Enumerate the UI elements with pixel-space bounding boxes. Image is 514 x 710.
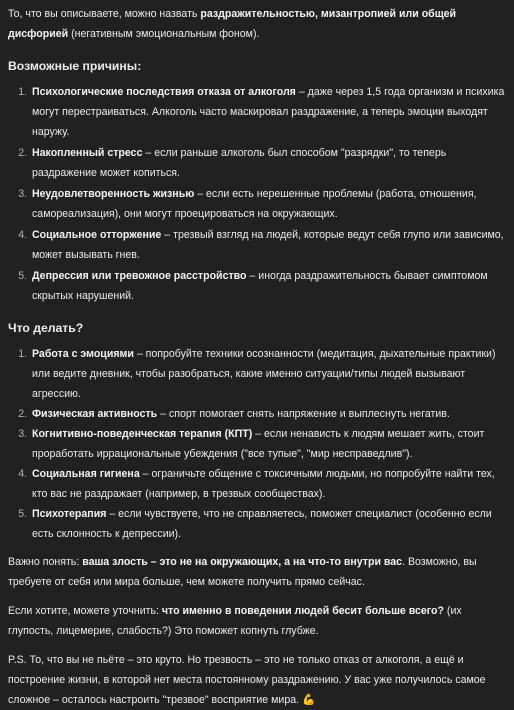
causes-list: [8, 82, 506, 306]
list-item: 3. Неудовлетворенность жизнью – если есть нерешенные проблемы (работа, отношения, самореализация), они могут проецироваться на окружающих.: [30, 184, 506, 224]
list-item: 2. Физическая активность – спорт помогает снять напряжение и выплеснуть негатив.: [30, 404, 506, 424]
actions-list: [8, 344, 506, 544]
list-item: 4. Социальное отторжение – трезвый взгляд на людей, которые ведут себя глупо или зависимо, может вызывать гнев.: [30, 225, 506, 265]
important-paragraph: Важно понять: ваша злость – это не на окружающих, а на что-то внутри вас. Возможно, вы требуете от себя или мира больше, чем можете получить прямо сейчас.: [8, 556, 477, 588]
intro-paragraph: То, что вы описываете, можно назвать раздражительностью, мизантропией или общей дисфорией (негативным эмоциональным фоном).: [8, 8, 457, 40]
list-item: 3. Когнитивно-поведенческая терапия (КПТ) – если ненависть к людям мешает жить, стоит проработать иррациональные убеждения ("все тупые", "мир несправедлив").: [30, 424, 506, 464]
list-item: 4. Социальная гигиена – ограничьте общение с токсичными людьми, но попробуйте найти тех, кто вас не раздражает (например, в трезвых сообществах).: [30, 464, 506, 504]
list-item: 2. Накопленный стресс – если раньше алкоголь был способом "разрядки", то теперь раздражение может копиться.: [30, 143, 506, 183]
list-item: 5. Депрессия или тревожное расстройство – иногда раздражительность бывает симптомом скрытых нарушений.: [30, 266, 506, 306]
causes-heading: Возможные причины:: [8, 59, 142, 73]
actions-heading: Что делать?: [8, 321, 84, 335]
intro-bold: раздражительностью, мизантропией или общей дисфорией: [8, 8, 457, 40]
list-item: 1. Психологические последствия отказа от алкоголя – даже через 1,5 года организм и психика могут перестраиваться. Алкоголь часто маскировал раздражение, а теперь эмоции выходят наружу.: [30, 82, 506, 142]
list-item: 5. Психотерапия – если чувствуете, что не справляетесь, поможет специалист (особенно если есть склонность к депрессии).: [30, 504, 506, 544]
list-item: 1. Работа с эмоциями – попробуйте техники осознанности (медитация, дыхательные практики) или ведите дневник, чтобы разобраться, какие именно ситуации/типы людей вызывают агрессию.: [30, 344, 506, 404]
flexed-biceps-icon: 💪: [302, 694, 316, 706]
ps-paragraph: P.S. То, что вы не пьёте – это круто. Но трезвость – это не только отказ от алкоголя, а ещё и построение жизни, в которой нет места постоянному раздражению. У вас уже получилось самое сложное – осталось настроить "трезвое" восприятие мира. 💪: [8, 650, 506, 710]
clarify-paragraph: Если хотите, можете уточнить: что именно в поведении людей бесит больше всего? (их глупость, лицемерие, слабость?) Это поможет копнуть глубже.: [8, 605, 462, 637]
